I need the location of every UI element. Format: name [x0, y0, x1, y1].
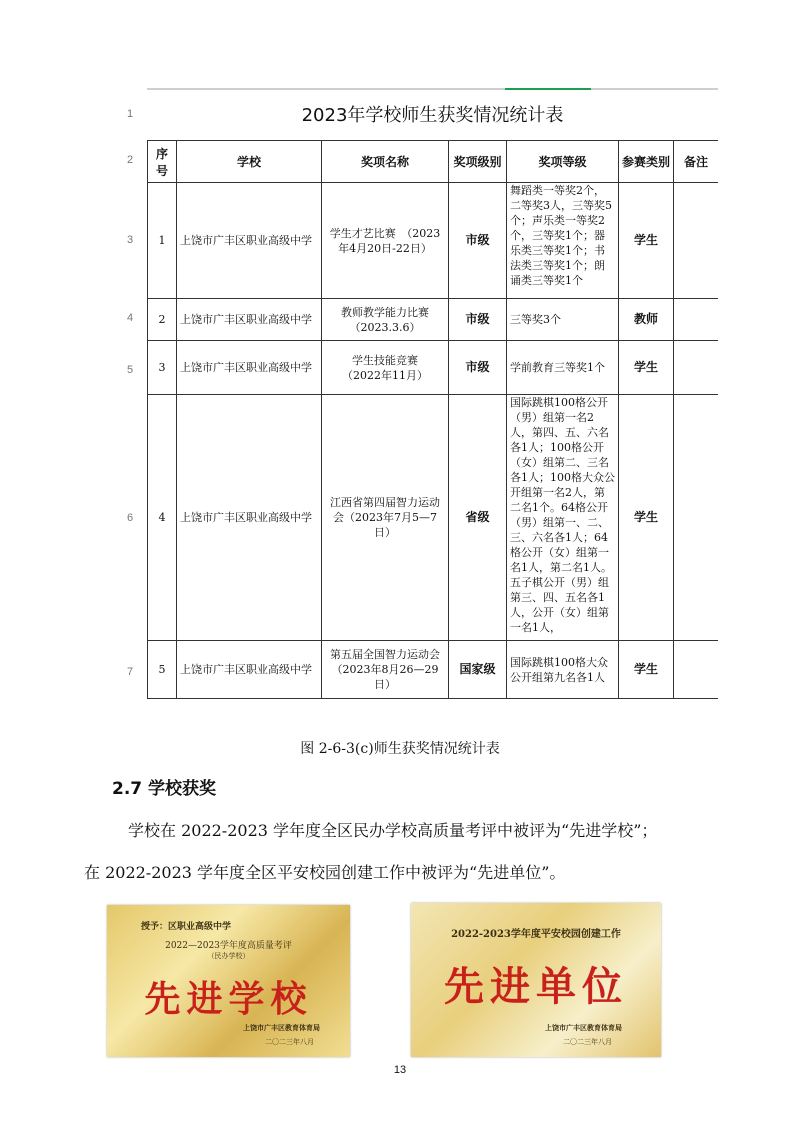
cell-note: [674, 341, 719, 395]
cell-category: 学生: [619, 641, 674, 699]
cell-no: 4: [148, 395, 177, 641]
cell-note: [674, 641, 719, 699]
table-row: [148, 341, 719, 395]
cell-level: 国家级: [449, 641, 507, 699]
paragraph-line: 学校在 2022-2023 学年度全区民办学校高质量考评中被评为“先进学校”；: [128, 821, 658, 840]
row-number: 1: [126, 108, 134, 120]
header-cell: 参赛类别: [619, 141, 674, 183]
cell-level: 市级: [449, 299, 507, 341]
page-number: 13: [393, 1064, 407, 1076]
table-row: [148, 183, 719, 299]
table-header-row: [148, 141, 719, 183]
header-cell: 学校: [177, 141, 322, 183]
row-number: 5: [126, 364, 134, 376]
cell-grade: 学前教育三等奖1个: [507, 341, 619, 395]
cell-school: 上饶市广丰区职业高级中学: [177, 395, 322, 641]
cell-category: 教师: [619, 299, 674, 341]
plaque-date: 二〇二三年八月: [563, 1038, 612, 1046]
header-cell: 奖项名称: [322, 141, 449, 183]
cell-no: 5: [148, 641, 177, 699]
header-cell: 奖项等级: [507, 141, 619, 183]
cell-level: 市级: [449, 341, 507, 395]
cell-award: 学生才艺比赛 （2023年4月20日-22日）: [322, 183, 449, 299]
cell-grade: 舞蹈类一等奖2个，二等奖3人，三等奖5个；声乐类一等奖2个，三等奖1个；器乐类三等奖1个；书法类三等奖1个；朗诵类三等奖1个: [510, 184, 612, 287]
table-title: 2023年学校师生获奖情况统计表: [301, 105, 564, 126]
cell-award: 学生技能竞赛 （2022年11月）: [322, 341, 449, 395]
cell-grade: 国际跳棋100格公开（男）组第一名2人，第四、五、六名各1人；100格公开（女）组第二、三名各1人；100格大众公开组第一名2人，第二名1个。64格公开（男）组第一、二、三、六名各1人；64格公开（女）组第一名1人，第二名1人。五子棋公开（男）组第三、四、五名各1人，公开（女）组第一名1人，: [510, 396, 615, 634]
row-number: 4: [126, 312, 134, 324]
advanced-unit-plaque-photo: [411, 903, 661, 1057]
plaque-main-title: 先进学校: [144, 978, 313, 1020]
figure-caption: 图 2-6-3(c)师生获奖情况统计表: [300, 741, 500, 757]
advanced-school-plaque-photo: [107, 905, 350, 1057]
cell-award: 教师教学能力比赛（2023.3.6）: [322, 299, 449, 341]
cell-school: 上饶市广丰区职业高级中学: [177, 299, 322, 341]
cell-no: 1: [148, 183, 177, 299]
plaque-subtitle-note: （民办学校）: [207, 952, 250, 960]
cell-award: 江西省第四届智力运动会（2023年7月5—7日）: [322, 395, 449, 641]
row-number: 7: [126, 666, 134, 678]
cell-note: [674, 183, 719, 299]
cell-school: 上饶市广丰区职业高级中学: [177, 183, 322, 299]
row-number-column: [113, 88, 147, 728]
plaque-issuer: 上饶市广丰区教育体育局: [545, 1023, 622, 1032]
row-number: 6: [126, 512, 134, 524]
cell-level: 省级: [449, 395, 507, 641]
row-number: 3: [126, 234, 134, 246]
plaque-main-title: 先进单位: [444, 963, 628, 1010]
plaque-subtitle: 2022—2023学年度高质量考评: [165, 941, 292, 951]
cell-school: 上饶市广丰区职业高级中学: [177, 341, 322, 395]
plaque-date: 二〇二三年八月: [265, 1038, 314, 1046]
header-cell: 序号: [148, 141, 177, 183]
table-row: [148, 299, 719, 341]
header-cell: 备注: [674, 141, 719, 183]
header-cell: 奖项级别: [449, 141, 507, 183]
cell-no: 3: [148, 341, 177, 395]
award-table-screenshot: [113, 88, 718, 728]
cell-grade: 三等奖3个: [507, 299, 619, 341]
cell-category: 学生: [619, 183, 674, 299]
paragraph-line: 在 2022-2023 学年度全区平安校园创建工作中被评为“先进单位”。: [84, 863, 566, 882]
cell-category: 学生: [619, 341, 674, 395]
section-heading: 2.7 学校获奖: [112, 779, 217, 799]
row-number: 2: [126, 154, 134, 166]
table-row: [148, 641, 719, 699]
cell-note: [674, 299, 719, 341]
plaque-subtitle: 2022-2023学年度平安校园创建工作: [451, 929, 621, 940]
cell-award: 第五届全国智力运动会（2023年8月26—29日）: [322, 641, 449, 699]
cell-no: 2: [148, 299, 177, 341]
cell-level: 市级: [449, 183, 507, 299]
plaque-recipient: 授予：区职业高级中学: [141, 922, 232, 932]
award-table: [147, 140, 718, 728]
cell-note: [674, 395, 719, 641]
cell-school: 上饶市广丰区职业高级中学: [177, 641, 322, 699]
cell-category: 学生: [619, 395, 674, 641]
table-row: [148, 395, 719, 641]
cell-grade: 国际跳棋100格大众公开组第九名各1人: [507, 641, 619, 699]
plaque-issuer: 上饶市广丰区教育体育局: [243, 1023, 320, 1032]
